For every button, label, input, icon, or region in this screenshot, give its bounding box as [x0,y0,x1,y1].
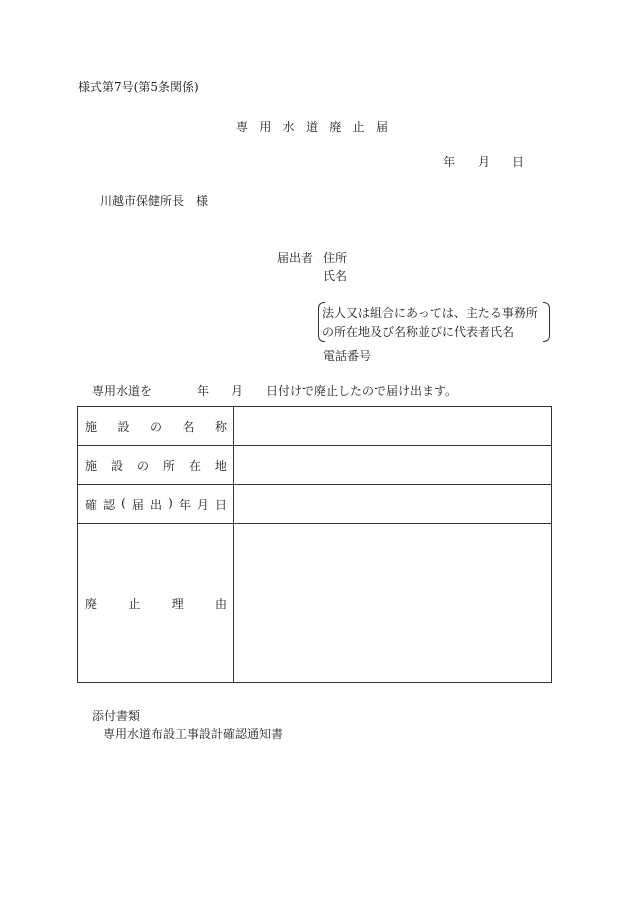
facility-location-label: 施 設 の 所 在 地 [78,446,234,485]
form-number: 様式第7号(第5条関係) [78,80,199,94]
title-char: 廃 [329,120,342,134]
title-char: 用 [259,120,272,134]
corporate-note [318,302,550,342]
phone-label: 電話番号 [323,349,372,363]
address-label: 住所 [323,251,348,265]
attachments-heading: 添付書類 [92,709,141,723]
notifier-label: 届出者 [277,251,314,265]
title-char: 届 [375,120,388,134]
table-row [78,446,552,485]
date-day: 日 [512,155,525,169]
title-char: 水 [282,120,295,134]
table-row [78,485,552,524]
corporate-note-line2: の所在地及び名称並びに代表者氏名 [322,325,515,339]
statement-prefix: 専用水道を [92,384,153,398]
date-month: 月 [478,155,491,169]
title-char: 専 [236,120,249,134]
statement-month: 月 [231,384,244,398]
table-row [78,407,552,446]
statement-suffix: 日付けで廃止したので届け出ます。 [266,384,458,398]
title-char: 道 [305,120,318,134]
right-bracket [543,302,550,342]
document-title [236,120,388,134]
abolition-reason-label: 廃 止 理 由 [78,524,234,683]
confirmation-date-field[interactable] [234,485,552,524]
confirmation-date-label: 確 認 ( 届 出 ) 年 月 日 [78,485,234,524]
facility-name-field[interactable] [234,407,552,446]
name-label: 氏名 [323,269,348,283]
attachment-item: 専用水道布設工事設計確認通知書 [103,727,284,741]
abolition-reason-field[interactable] [234,524,552,683]
date-year: 年 [443,155,456,169]
title-char: 止 [352,120,365,134]
facility-name-label: 施 設 の 名 称 [78,407,234,446]
corporate-note-line1: 法人又は組合にあっては、主たる事務所 [322,306,538,320]
statement-year: 年 [197,384,210,398]
addressee: 川越市保健所長 様 [100,194,209,208]
table-row [78,524,552,683]
facility-table [77,406,552,683]
facility-location-field[interactable] [234,446,552,485]
